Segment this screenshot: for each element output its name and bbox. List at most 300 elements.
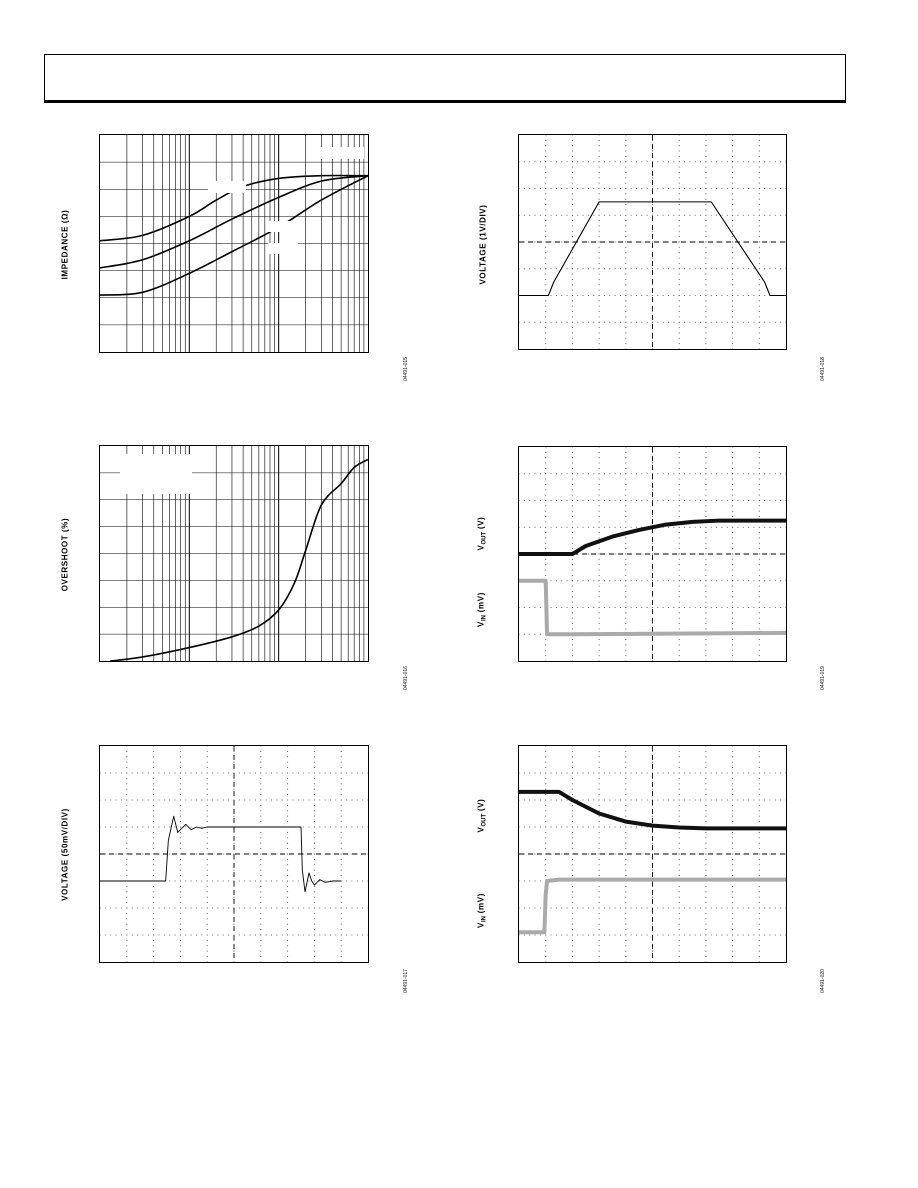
graticule-dot xyxy=(652,897,653,898)
graticule-dot xyxy=(572,183,573,184)
graticule-dot xyxy=(207,870,208,871)
graticule-dot xyxy=(572,516,573,517)
graticule-dot xyxy=(753,161,754,162)
graticule-dot xyxy=(529,268,530,269)
graticule-dot xyxy=(572,479,573,480)
graticule-dot xyxy=(550,215,551,216)
graticule-dot xyxy=(228,934,229,935)
graticule-dot xyxy=(759,156,760,157)
graticule-dot xyxy=(561,322,562,323)
graticule-dot xyxy=(700,188,701,189)
graticule-dot xyxy=(180,924,181,925)
graticule-dot xyxy=(572,274,573,275)
graticule-dot xyxy=(126,746,127,747)
graticule-dot xyxy=(620,772,621,773)
graticule-dot xyxy=(705,338,706,339)
graticule-dot xyxy=(545,521,546,522)
graticule-dot xyxy=(534,161,535,162)
graticule-dot xyxy=(341,918,342,919)
graticule-dot xyxy=(545,864,546,865)
graticule-dot xyxy=(625,612,626,613)
graticule-dot xyxy=(652,489,653,490)
graticule-dot xyxy=(357,826,358,827)
graticule-dot xyxy=(561,580,562,581)
graticule-dot xyxy=(282,907,283,908)
graticule-dot xyxy=(276,772,277,773)
graticule-dot xyxy=(759,870,760,871)
legend-box xyxy=(314,147,364,159)
graticule-dot xyxy=(126,767,127,768)
graticule-dot xyxy=(705,177,706,178)
graticule-dot xyxy=(732,473,733,474)
graticule-dot xyxy=(314,746,315,747)
graticule-dot xyxy=(314,945,315,946)
graticule-dot xyxy=(572,505,573,506)
graticule-dot xyxy=(260,902,261,903)
graticule-dot xyxy=(775,322,776,323)
graticule-dot xyxy=(759,145,760,146)
graticule-dot xyxy=(572,575,573,576)
graticule-dot xyxy=(599,511,600,512)
graticule-dot xyxy=(100,934,101,935)
graticule-dot xyxy=(260,880,261,881)
graticule-dot xyxy=(545,762,546,763)
graticule-dot xyxy=(148,907,149,908)
graticule-dot xyxy=(545,457,546,458)
graticule-dot xyxy=(314,902,315,903)
graticule-dot xyxy=(689,161,690,162)
graticule-dot xyxy=(207,762,208,763)
graticule-dot xyxy=(599,772,600,773)
graticule-dot xyxy=(684,580,685,581)
graticule-dot xyxy=(652,543,653,544)
graticule-dot xyxy=(668,161,669,162)
graticule-dot xyxy=(775,215,776,216)
graticule-dot xyxy=(233,805,234,806)
graticule-dot xyxy=(599,799,600,800)
graticule-dot xyxy=(684,161,685,162)
graticule-dot xyxy=(631,500,632,501)
graticule-dot xyxy=(314,880,315,881)
graticule-dot xyxy=(625,343,626,344)
graticule-dot xyxy=(524,215,525,216)
graticule-dot xyxy=(556,607,557,608)
graticule-dot xyxy=(759,628,760,629)
graticule-dot xyxy=(550,826,551,827)
graticule-dot xyxy=(625,805,626,806)
graticule-dot xyxy=(625,258,626,259)
graticule-dot xyxy=(292,934,293,935)
graticule-dot xyxy=(732,789,733,790)
graticule-dot xyxy=(599,263,600,264)
graticule-dot xyxy=(625,252,626,253)
graticule-dot xyxy=(732,886,733,887)
graticule-dot xyxy=(705,156,706,157)
graticule-dot xyxy=(572,135,573,136)
graticule-dot xyxy=(759,300,760,301)
graticule-dot xyxy=(153,794,154,795)
graticule-dot xyxy=(705,316,706,317)
graticule-dot xyxy=(711,500,712,501)
graticule-dot xyxy=(572,258,573,259)
graticule-dot xyxy=(545,177,546,178)
graticule-dot xyxy=(599,618,600,619)
graticule-dot xyxy=(126,799,127,800)
graticule-dot xyxy=(625,220,626,221)
graticule-dot xyxy=(545,322,546,323)
graticule-dot xyxy=(545,532,546,533)
graticule-dot xyxy=(298,799,299,800)
graticule-dot xyxy=(545,268,546,269)
neg-overload-chart xyxy=(518,745,787,963)
graticule-dot xyxy=(743,500,744,501)
graticule-dot xyxy=(588,241,589,242)
graticule-dot xyxy=(228,772,229,773)
graticule-dot xyxy=(572,252,573,253)
graticule-dot xyxy=(545,961,546,962)
graticule-dot xyxy=(287,902,288,903)
graticule-dot xyxy=(164,826,165,827)
graticule-dot xyxy=(271,880,272,881)
graticule-dot xyxy=(759,767,760,768)
graticule-dot xyxy=(271,934,272,935)
graticule-dot xyxy=(721,322,722,323)
graticule-dot xyxy=(679,907,680,908)
graticule-dot xyxy=(609,527,610,528)
graticule-dot xyxy=(673,607,674,608)
graticule-dot xyxy=(577,934,578,935)
graticule-dot xyxy=(679,559,680,560)
graticule-dot xyxy=(604,772,605,773)
graticule-dot xyxy=(174,799,175,800)
graticule-dot xyxy=(652,832,653,833)
graticule-dot xyxy=(260,907,261,908)
graticule-dot xyxy=(625,623,626,624)
graticule-dot xyxy=(599,924,600,925)
graticule-dot xyxy=(631,161,632,162)
graticule-dot xyxy=(341,897,342,898)
graticule-dot xyxy=(625,956,626,957)
graticule-dot xyxy=(785,527,786,528)
graticule-dot xyxy=(705,843,706,844)
graticule-dot xyxy=(775,473,776,474)
graticule-dot xyxy=(609,934,610,935)
graticule-dot xyxy=(276,799,277,800)
graticule-dot xyxy=(759,650,760,651)
graticule-dot xyxy=(609,607,610,608)
graticule-dot xyxy=(599,762,600,763)
graticule-dot xyxy=(556,934,557,935)
graticule-dot xyxy=(550,500,551,501)
graticule-dot xyxy=(759,639,760,640)
graticule-dot xyxy=(759,316,760,317)
graticule-dot xyxy=(362,799,363,800)
graticule-dot xyxy=(604,907,605,908)
graticule-dot xyxy=(785,934,786,935)
graticule-dot xyxy=(679,837,680,838)
graticule-dot xyxy=(572,907,573,908)
graticule-dot xyxy=(572,343,573,344)
graticule-dot xyxy=(545,810,546,811)
graticule-dot xyxy=(545,505,546,506)
graticule-dot xyxy=(748,268,749,269)
graticule-dot xyxy=(599,548,600,549)
graticule-dot xyxy=(233,951,234,952)
graticule-dot xyxy=(727,527,728,528)
graticule-dot xyxy=(599,859,600,860)
graticule-dot xyxy=(785,473,786,474)
graticule-dot xyxy=(732,193,733,194)
graticule-dot xyxy=(679,596,680,597)
graticule-dot xyxy=(599,940,600,941)
graticule-dot xyxy=(561,799,562,800)
graticule-dot xyxy=(308,772,309,773)
graticule-dot xyxy=(732,225,733,226)
graticule-dot xyxy=(599,961,600,962)
graticule-dot xyxy=(652,886,653,887)
graticule-dot xyxy=(180,961,181,962)
graticule-dot xyxy=(780,268,781,269)
graticule-dot xyxy=(684,799,685,800)
graticule-dot xyxy=(287,789,288,790)
graticule-dot xyxy=(625,332,626,333)
graticule-dot xyxy=(641,772,642,773)
graticule-dot xyxy=(572,188,573,189)
graticule-dot xyxy=(298,907,299,908)
graticule-dot xyxy=(207,859,208,860)
graticule-dot xyxy=(759,199,760,200)
graticule-dot xyxy=(153,918,154,919)
graticule-dot xyxy=(636,934,637,935)
graticule-dot xyxy=(732,343,733,344)
graticule-dot xyxy=(545,161,546,162)
graticule-dot xyxy=(679,853,680,854)
graticule-dot xyxy=(759,805,760,806)
graticule-dot xyxy=(657,188,658,189)
graticule-dot xyxy=(631,799,632,800)
graticule-dot xyxy=(759,789,760,790)
graticule-dot xyxy=(287,799,288,800)
graticule-dot xyxy=(362,826,363,827)
graticule-dot xyxy=(572,918,573,919)
graticule-dot xyxy=(153,805,154,806)
graticule-dot xyxy=(705,188,706,189)
graticule-dot xyxy=(314,799,315,800)
graticule-dot xyxy=(684,907,685,908)
graticule-dot xyxy=(759,810,760,811)
graticule-dot xyxy=(684,188,685,189)
graticule-dot xyxy=(341,907,342,908)
graticule-dot xyxy=(599,623,600,624)
graticule-dot xyxy=(615,607,616,608)
graticule-dot xyxy=(625,225,626,226)
graticule-dot xyxy=(625,543,626,544)
graticule-dot xyxy=(519,772,520,773)
graticule-dot xyxy=(572,177,573,178)
graticule-dot xyxy=(625,295,626,296)
pos-overload-vout-ylabel: $V_{OUT}$ (V) xyxy=(476,516,488,551)
graticule-dot xyxy=(647,607,648,608)
graticule-dot xyxy=(126,778,127,779)
graticule-dot xyxy=(266,934,267,935)
graticule-dot xyxy=(732,859,733,860)
graticule-dot xyxy=(132,826,133,827)
graticule-dot xyxy=(599,311,600,312)
graticule-dot xyxy=(732,311,733,312)
graticule-dot xyxy=(705,527,706,528)
graticule-dot xyxy=(700,215,701,216)
graticule-dot xyxy=(212,772,213,773)
graticule-dot xyxy=(679,511,680,512)
graticule-dot xyxy=(550,907,551,908)
graticule-dot xyxy=(711,607,712,608)
graticule-dot xyxy=(705,295,706,296)
graticule-dot xyxy=(341,859,342,860)
graticule-dot xyxy=(287,907,288,908)
graticule-dot xyxy=(287,918,288,919)
graticule-dot xyxy=(743,580,744,581)
graticule-dot xyxy=(652,204,653,205)
graticule-dot xyxy=(625,961,626,962)
graticule-dot xyxy=(705,816,706,817)
graticule-dot xyxy=(169,934,170,935)
graticule-dot xyxy=(180,902,181,903)
graticule-dot xyxy=(524,268,525,269)
graticule-dot xyxy=(158,826,159,827)
graticule-dot xyxy=(625,799,626,800)
graticule-dot xyxy=(126,870,127,871)
graticule-dot xyxy=(679,300,680,301)
graticule-dot xyxy=(572,290,573,291)
graticule-dot xyxy=(775,580,776,581)
graticule-dot xyxy=(599,452,600,453)
graticule-dot xyxy=(577,826,578,827)
graticule-dot xyxy=(732,810,733,811)
graticule-dot xyxy=(524,907,525,908)
graticule-dot xyxy=(668,853,669,854)
graticule-dot xyxy=(545,290,546,291)
graticule-dot xyxy=(769,853,770,854)
graticule-dot xyxy=(116,907,117,908)
graticule-dot xyxy=(599,209,600,210)
graticule-dot xyxy=(732,241,733,242)
graticule-dot xyxy=(524,322,525,323)
graticule-dot xyxy=(572,521,573,522)
graticule-dot xyxy=(759,580,760,581)
graticule-dot xyxy=(705,473,706,474)
graticule-dot xyxy=(287,945,288,946)
graticule-dot xyxy=(631,826,632,827)
graticule-dot xyxy=(550,772,551,773)
graticule-dot xyxy=(780,799,781,800)
graticule-dot xyxy=(705,639,706,640)
graticule-dot xyxy=(727,799,728,800)
graticule-dot xyxy=(625,241,626,242)
graticule-dot xyxy=(572,215,573,216)
graticule-dot xyxy=(534,907,535,908)
graticule-dot xyxy=(308,826,309,827)
graticule-dot xyxy=(325,772,326,773)
graticule-dot xyxy=(625,231,626,232)
graticule-dot xyxy=(567,161,568,162)
graticule-dot xyxy=(705,495,706,496)
graticule-dot xyxy=(679,231,680,232)
graticule-dot xyxy=(679,516,680,517)
graticule-dot xyxy=(572,767,573,768)
graticule-dot xyxy=(759,311,760,312)
graticule-dot xyxy=(308,880,309,881)
graticule-dot xyxy=(732,832,733,833)
graticule-dot xyxy=(700,500,701,501)
graticule-dot xyxy=(759,193,760,194)
graticule-dot xyxy=(769,268,770,269)
graticule-dot xyxy=(599,746,600,747)
graticule-dot xyxy=(700,473,701,474)
graticule-dot xyxy=(759,799,760,800)
graticule-dot xyxy=(684,322,685,323)
graticule-dot xyxy=(314,826,315,827)
graticule-dot xyxy=(732,650,733,651)
graticule-dot xyxy=(137,826,138,827)
graticule-dot xyxy=(764,772,765,773)
graticule-dot xyxy=(705,586,706,587)
graticule-dot xyxy=(126,783,127,784)
graticule-dot xyxy=(631,268,632,269)
graticule-dot xyxy=(679,495,680,496)
graticule-dot xyxy=(519,473,520,474)
graticule-dot xyxy=(679,316,680,317)
graticule-dot xyxy=(599,591,600,592)
graticule-dot xyxy=(545,468,546,469)
graticule-dot xyxy=(732,913,733,914)
graticule-dot xyxy=(577,215,578,216)
graticule-dot xyxy=(545,252,546,253)
graticule-dot xyxy=(341,853,342,854)
graticule-dot xyxy=(572,559,573,560)
graticule-dot xyxy=(545,951,546,952)
graticule-dot xyxy=(652,924,653,925)
graticule-dot xyxy=(572,902,573,903)
graticule-dot xyxy=(780,527,781,528)
neg-overload-figure-id: 04491-020 xyxy=(820,969,826,993)
graticule-dot xyxy=(615,772,616,773)
graticule-dot xyxy=(609,799,610,800)
graticule-dot xyxy=(615,322,616,323)
graticule-dot xyxy=(599,655,600,656)
graticule-dot xyxy=(759,655,760,656)
graticule-dot xyxy=(732,805,733,806)
graticule-dot xyxy=(641,473,642,474)
graticule-dot xyxy=(679,220,680,221)
graticule-dot xyxy=(679,660,680,661)
graticule-dot xyxy=(625,279,626,280)
graticule-dot xyxy=(753,799,754,800)
graticule-dot xyxy=(588,215,589,216)
graticule-dot xyxy=(180,826,181,827)
graticule-dot xyxy=(705,913,706,914)
graticule-dot xyxy=(727,295,728,296)
graticule-dot xyxy=(700,322,701,323)
graticule-dot xyxy=(679,204,680,205)
graticule-dot xyxy=(705,140,706,141)
graticule-dot xyxy=(330,853,331,854)
graticule-dot xyxy=(599,247,600,248)
graticule-dot xyxy=(737,188,738,189)
graticule-dot xyxy=(314,816,315,817)
graticule-dot xyxy=(583,322,584,323)
graticule-dot xyxy=(164,934,165,935)
graticule-dot xyxy=(679,241,680,242)
